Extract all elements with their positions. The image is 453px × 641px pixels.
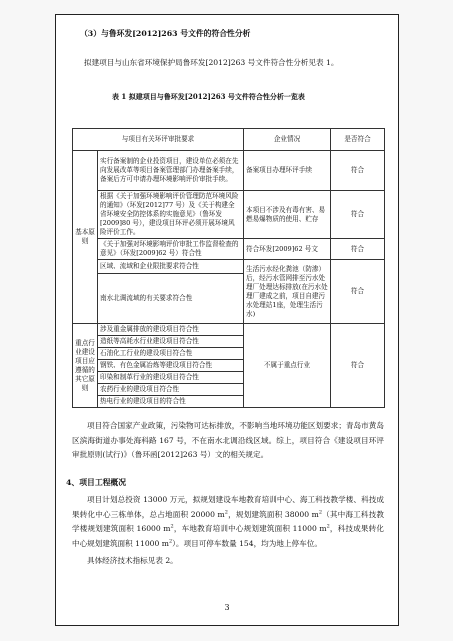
- requirement-cell: 农药行业的建设项目符合性: [98, 384, 244, 396]
- requirement-cell: 热电行业的建设项目的符合性: [98, 396, 244, 408]
- status-cell: 本项目不涉及有毒有害、易燃易爆物质的使用、贮存: [244, 191, 331, 239]
- conformity-cell: 符合: [331, 151, 385, 191]
- header-requirement: 与项目有关环评审批要求: [73, 129, 244, 151]
- table-row: [73, 324, 385, 336]
- table-row: [73, 239, 385, 260]
- table-row: [73, 191, 385, 239]
- status-cell: 符合环发[2009]62 号文: [244, 239, 331, 260]
- status-cell: 备案项目办理环评手续: [244, 151, 331, 191]
- requirement-cell: 实行备案制的企业投资项目，建设单位必须在先向发展改革等项目备案管理部门办理备案手续，备案后方可申请办理环境影响评价审批手续。: [98, 151, 244, 191]
- document-page: [55, 14, 399, 626]
- table-header-row: [73, 129, 385, 151]
- requirement-cell: 根据《关于加强环境影响评价管理防范环境风险的通知》（环发[2012]77 号）及《关于构建全省环境安全防控体系的实施意见》（鲁环发[2009]80 号），建设项目环评必须开展环境风险评价工作。: [98, 191, 244, 239]
- requirement-cell: 《关于加强对环境影响评价审批工作监督检查的意见》（环发[2009]62 号）符合性: [98, 239, 244, 260]
- requirement-cell: 钢铁、有色金属冶炼等建设项目符合性: [98, 360, 244, 372]
- status-cell: 不属于重点行业: [244, 324, 331, 408]
- requirement-cell: 南水北调流域的有关要求符合性: [98, 274, 244, 324]
- requirement-cell: 区域、流域和企业限批要求符合性: [98, 260, 244, 274]
- table-row: [73, 260, 385, 274]
- requirement-cell: 石油化工行业的建设项目符合性: [98, 348, 244, 360]
- section-heading-3: （3）与鲁环发[2012]263 号文件的符合性分析: [80, 29, 251, 38]
- conformity-cell: 符合: [331, 324, 385, 408]
- header-conformity: 是否符合: [331, 129, 385, 151]
- group-label-basic: 基本原则: [73, 151, 98, 324]
- table-caption: 表 1 拟建项目与鲁环发[2012]263 号文件符合性分析一览表: [112, 92, 305, 101]
- group-label-key-industry: 重点行业建设项目应遵循的其它原则: [73, 324, 98, 408]
- overview-paragraph: 项目计划总投资 13000 万元，拟规划建设车地教育培训中心、海工科技教学楼、科技成果转化中心三栋单体，总占地面积 20000 $m^2$，规划建筑面积 38000 $m^2$（其中海工科技教学楼规划建筑面积 16000 $m^2$，车地教育培训中心规划建筑面积 11000 $m^2$，科技成果转化中心规划建筑面积 11000 $m^2$）。项目可停车数量 154，均为地上停车位。: [72, 495, 385, 548]
- overview-end: 具体经济技术指标见表 2。: [87, 556, 178, 565]
- page-number: 3: [224, 603, 230, 612]
- compliance-table: [72, 128, 385, 408]
- section-heading-4: 4、项目工程概况: [66, 478, 127, 487]
- conformity-cell: 符合: [331, 260, 385, 324]
- intro-paragraph: 拟建项目与山东省环境保护局鲁环发[2012]263 号文件符合性分析见表 1。: [84, 58, 339, 67]
- conclusion-paragraph: 项目符合国家产业政策，污染物可达标排放，不影响当地环境功能区划要求；青岛市黄岛区滨海街道办事处海科路 167 号，不在南水北调沿线区域。综上，项目符合《建设项目环评审批原则(试行)》（鲁环函[2012]263 号）文的相关规定。: [72, 421, 384, 459]
- requirement-cell: 造纸等高耗水行业建设项目符合性: [98, 336, 244, 348]
- conformity-cell: 符合: [331, 239, 385, 260]
- requirement-cell: 印染和制革行业的建设项目符合性: [98, 372, 244, 384]
- status-cell: 生活污水经化粪池（防渗）后，经污水管网排至污水处理厂处理达标排放(在污水处理厂建成之前，项目自建污水处理站1座，处理生活污水): [244, 260, 331, 324]
- header-status: 企业情况: [244, 129, 331, 151]
- table-row: [73, 151, 385, 191]
- conformity-cell: 符合: [331, 191, 385, 239]
- requirement-cell: 涉及重金属排放的建设项目符合性: [98, 324, 244, 336]
